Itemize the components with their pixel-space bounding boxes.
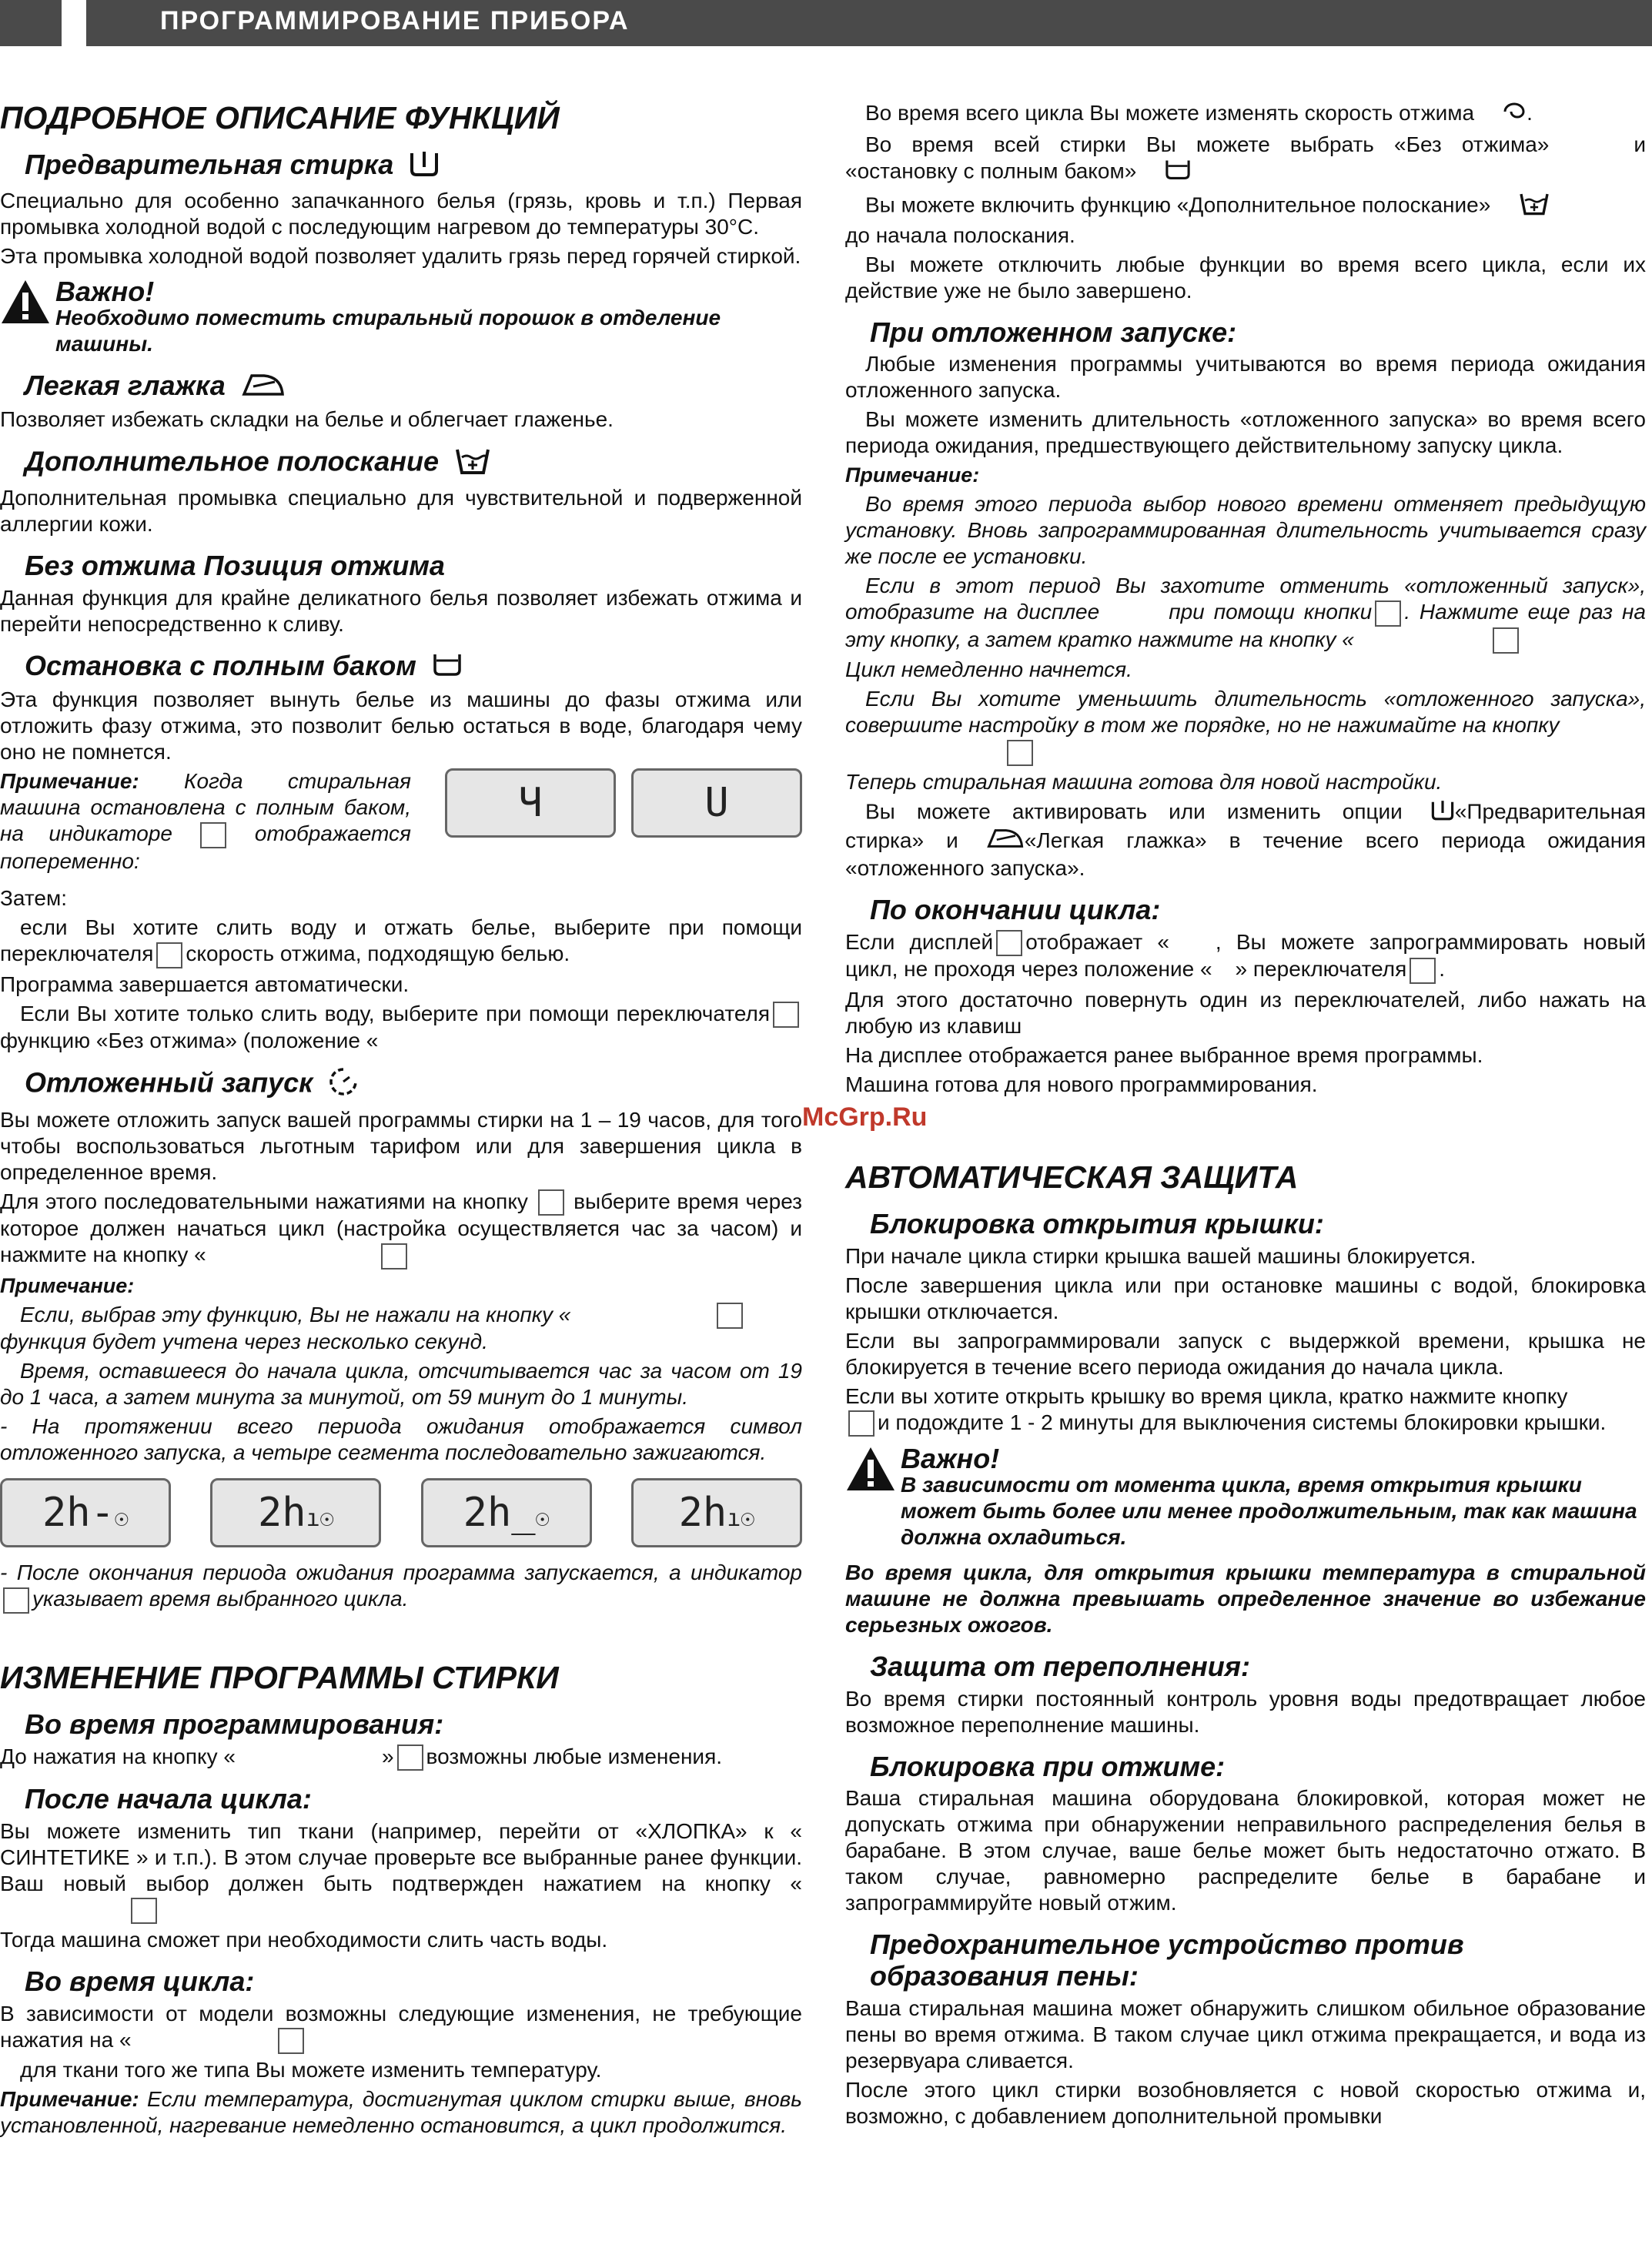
extra-rinse-icon: [1498, 190, 1550, 222]
during-cycle-text-1: В зависимости от модели возможны следующие изменения, не требующие нажатия на «: [0, 2001, 802, 2055]
selector-box: [773, 1002, 799, 1028]
delayed-note-5: Теперь стиральная машина готова для новой настройки.: [845, 769, 1443, 794]
lock-text-4: Если вы хотите открыть крышку во время цикла, кратко нажмите кнопку и подождите 1 - 2 минуты для выключения системы блокировки крышки.: [845, 1383, 1646, 1437]
delay-display-3: 2h_☉: [421, 1478, 592, 1547]
end-title: По окончании цикла:: [870, 894, 1161, 926]
spinlock-title: Блокировка при отжиме:: [870, 1750, 1226, 1782]
then-label: Затем:: [0, 886, 67, 911]
prewash-text-2: Эта промывка холодной водой позволяет удалить грязь перед горячей стиркой.: [0, 243, 801, 268]
spin-icon: [1482, 101, 1527, 129]
delay-note-3: - На протяжении всего периода ожидания отображается символ отложенного запуска, а четыре сегмента последовательно зажигаются.: [0, 1414, 802, 1465]
lock-title: Блокировка открытия крышки:: [870, 1208, 1324, 1240]
button-box: [1007, 740, 1033, 766]
button-box: [538, 1189, 564, 1216]
delayed-note-2: Если в этот период Вы захотите отменить «отложенный запуск», отобразите на дисплее при помощи кнопки . Нажмите еще раз на эту кнопку, а затем кратко нажмите на кнопку «: [845, 573, 1646, 654]
foam-text-2: После этого цикл стирки возобновляется с новой скоростью отжима и, возможно, с добавлением дополнительной промывки: [845, 2077, 1646, 2128]
rinse-hold-icon: [432, 651, 463, 684]
rinsehold-drain-spin: если Вы хотите слить воду и отжать белье, выберите при помощи переключателя скорость отжима, подходящую белью.: [0, 915, 802, 968]
extrarinse-text: Дополнительная промывка специально для чувствительной и подверженной аллергии кожи.: [0, 486, 802, 537]
change-nospin-text: Во время всей стирки Вы можете выбрать «Без отжима» и «остановку с полным баком»: [845, 132, 1646, 187]
change-extrarinse-text: Вы можете включить функцию «Дополнительное полоскание» до начала полоскания.: [845, 190, 1646, 249]
lock-text-1: При начале цикла стирки крышка вашей машины блокируется.: [845, 1243, 1476, 1268]
rinsehold-note: [0, 768, 802, 875]
easyiron-text: Позволяет избежать складки на белье и облегчает глаженье.: [0, 406, 614, 431]
change-spin-text: Во время всего цикла Вы можете изменять скорость отжима .: [845, 100, 1646, 129]
right-column: [845, 100, 1646, 2133]
delay-note-4: - После окончания периода ожидания программа запускается, а индикаторуказывает время выбранного цикла.: [0, 1560, 802, 1614]
extra-rinse-icon: [454, 445, 491, 482]
delayed-text-2: Вы можете изменить длительность «отложенного запуска» во время всего периода ожидания, предшествующего действительному запуску цикла.: [845, 407, 1646, 457]
delay-display-2: 2hı☉: [210, 1478, 381, 1547]
delayed-note-4: Если Вы хотите уменьшить длительность «отложенного запуска», совершите настройку в том же порядке, но не нажимайте на кнопку: [845, 686, 1646, 766]
page-title: ПРОГРАММИРОВАНИЕ ПРИБОРА: [160, 6, 630, 35]
delay-title: Отложенный запуск: [25, 1066, 802, 1103]
iron-icon: [966, 828, 1025, 855]
delay-display-4: 2hı☉: [631, 1478, 802, 1547]
indicator-box: [200, 822, 226, 848]
display-u1: Ч: [445, 768, 616, 838]
delayed-title: При отложенном запуске:: [870, 316, 1237, 348]
lock-text-3: Если вы запрограммировали запуск с выдержкой времени, крышка не блокируется в течение всего периода ожидания до начала цикла.: [845, 1328, 1646, 1379]
foam-title: Предохранительное устройство против образования пены:: [870, 1928, 1464, 1992]
warning-icon: [845, 1446, 901, 1496]
section-protect-title: АВТОМАТИЧЕСКАЯ ЗАЩИТА: [845, 1159, 1299, 1196]
watermark: McGrp.Ru: [802, 1102, 928, 1132]
button-box: [1375, 600, 1401, 627]
button-box: [131, 1898, 157, 1924]
button-box: [848, 1410, 874, 1437]
lock-text-2: После завершения цикла или при остановке машины с водой, блокировка крышки отключается.: [845, 1273, 1646, 1323]
button-box: [1493, 627, 1519, 654]
note-text: Когда стиральная машина остановлена с полным баком, на индикаторе: [0, 769, 411, 846]
rinsehold-text: Эта функция позволяет вынуть белье из машины до фазы отжима или отложить фазу отжима, это позволит белью остаться в воде, благодаря чему оно не помнется.: [0, 687, 802, 764]
button-box: [278, 2028, 304, 2054]
indicator-box: [3, 1587, 29, 1614]
foam-text-1: Ваша стиральная машина может обнаружить слишком обильное образование пены во время отжима. В таком случае цикл отжима прекращается, и вода из резервуара сливается.: [845, 1995, 1646, 2072]
button-box: [381, 1243, 407, 1269]
lock-warning: [845, 1443, 1646, 1550]
warning-icon: [0, 279, 55, 329]
warning-text: Необходимо поместить стиральный порошок в отделение машины.: [55, 305, 721, 356]
delay-display-row: [0, 1478, 802, 1547]
delayed-note-label: Примечание:: [845, 463, 980, 487]
after-start-text-2: Тогда машина сможет при необходимости слить часть воды.: [0, 1928, 608, 1952]
warning-text-2: Во время цикла, для открытия крышки температура в стиральной машине не должна превышать определенное значение во избежание серьезных ожогов.: [845, 1561, 1646, 1637]
rinsehold-drain-only: Если Вы хотите только слить воду, выберите при помощи переключателяфункцию «Без отжима» (положение «: [0, 1001, 802, 1055]
left-column: [0, 91, 802, 2142]
delay-note-label: Примечание:: [0, 1273, 135, 1297]
overflow-title: Защита от переполнения:: [870, 1651, 1250, 1683]
end-text-1: Если дисплей отображает « , Вы можете запрограммировать новый цикл, не проходя через положение « » переключателя .: [845, 929, 1646, 984]
during-cycle-note: Примечание: Если температура, достигнутая циклом стирки выше, вновь установленной, нагревание немедленно остановится, а цикл продолжится.: [0, 2087, 802, 2138]
delay-text-2: Для этого последовательными нажатиями на кнопку выберите время через которое должен начаться цикл (настройка осуществляется час за часом) и нажмите на кнопку «: [0, 1189, 802, 1269]
after-start-title: После начала цикла:: [25, 1783, 312, 1815]
rinse-hold-icon: [1144, 158, 1192, 187]
delay-note-2: Время, оставшееся до начала цикла, отсчитывается час за часом от 19 до 1 часа, а затем минута за минутой, от 59 минут до 1 минуты.: [0, 1359, 802, 1410]
button-box: [397, 1745, 423, 1771]
rinsehold-auto-end: Программа завершается автоматически.: [0, 972, 410, 996]
end-text-4: Машина готова для нового программирования.: [845, 1072, 1318, 1097]
prewash-icon: [409, 149, 440, 184]
display-box: [996, 930, 1022, 956]
rinsehold-title: Остановка с полным баком: [25, 650, 802, 684]
during-cycle-title: Во время цикла:: [25, 1965, 255, 1998]
delayed-text-1: Любые изменения программы учитываются во время периода ожидания отложенного запуска.: [845, 352, 1646, 402]
nospin-title: Без отжима Позиция отжима: [25, 550, 445, 582]
selector-box: [156, 942, 182, 968]
note-text-2: отображается попеременно:: [0, 821, 411, 874]
delay-note-1: Если, выбрав эту функцию, Вы не нажали на кнопку « функция будет учтена через несколько секунд.: [0, 1302, 802, 1356]
during-prog-text: До нажатия на кнопку « » возможны любые изменения.: [0, 1744, 802, 1771]
warning-title: Важно!: [901, 1443, 1000, 1475]
prewash-warning: [0, 275, 802, 357]
delayed-note-1: Во время этого периода выбор нового времени отменяет предыдущую установку. Вновь запрограммированная длительность учитывается сразу же после ее установки.: [845, 492, 1646, 568]
display-u2: U: [631, 768, 802, 838]
selector-box: [1410, 958, 1436, 984]
change-disable-text: Вы можете отключить любые функции во время всего цикла, если их действие уже не было завершено.: [845, 252, 1646, 303]
delay-text-1: Вы можете отложить запуск вашей программы стирки на 1 – 19 часов, для того чтобы воспользоваться льготным тарифом или для завершения цикла в определенное время.: [0, 1107, 802, 1184]
easyiron-title: Легкая глажка: [25, 370, 802, 403]
iron-icon: [241, 372, 286, 403]
section-functions-title: ПОДРОБНОЕ ОПИСАНИЕ ФУНКЦИЙ: [0, 100, 560, 135]
warning-title: Важно!: [55, 275, 155, 307]
overflow-text: Во время стирки постоянный контроль уровня воды предотвращает любое возможное переполнение машины.: [845, 1686, 1646, 1737]
extrarinse-title: Дополнительное полоскание: [25, 445, 802, 482]
header-marker: [0, 0, 62, 46]
during-cycle-text-2: для ткани того же типа Вы можете изменить температуру.: [20, 2058, 602, 2082]
during-prog-title: Во время программирования:: [25, 1708, 444, 1741]
prewash-icon: [1410, 798, 1455, 828]
delay-display-1: 2h-☉: [0, 1478, 171, 1547]
button-box: [717, 1303, 743, 1329]
section-change-title: ИЗМЕНЕНИЕ ПРОГРАММЫ СТИРКИ: [0, 1660, 559, 1696]
nospin-text: Данная функция для крайне деликатного белья позволяет избежать отжима и перейти непосредственно к сливу.: [0, 585, 802, 636]
warning-text-1: В зависимости от момента цикла, время открытия крышки может быть более или менее продолжительным, так как машина должна охладиться.: [901, 1473, 1637, 1550]
prewash-title: Предварительная стирка: [25, 149, 802, 185]
delayed-options-text: Вы можете активировать или изменить опции «Предварительная стирка» и «Легкая глажка» в течение всего периода ожидания «отложенного запуска».: [845, 799, 1646, 881]
after-start-text-1: Вы можете изменить тип ткани (например, перейти от «ХЛОПКА» к « СИНТЕТИКЕ » и т.п.). В этом случае проверьте все выбранные ранее функции. Ваш новый выбор должен быть подтвержден нажатием на кнопку «: [0, 1818, 802, 1925]
prewash-text-1: Специально для особенно запачканного белья (грязь, кровь и т.п.) Первая промывка холодной водой с последующим нагревом до температуры 30°С.: [0, 188, 802, 239]
spinlock-text: Ваша стиральная машина оборудована блокировкой, которая может не допускать отжима при обнаружении неправильного распределения белья в барабане. В этом случае, ваше белье может быть недостаточно отжато. В таком случае, равномерно распределите белье в барабане и запрограммируйте новый отжим.: [845, 1785, 1646, 1915]
page-header: [0, 0, 1652, 46]
end-text-2: Для этого достаточно повернуть один из переключателей, либо нажать на любую из клавиш: [845, 988, 1646, 1039]
end-text-3: На дисплее отображается ранее выбранное время программы.: [845, 1043, 1483, 1068]
delayed-note-3: Цикл немедленно начнется.: [845, 657, 1132, 682]
note-label: Примечание:: [0, 769, 139, 794]
delay-start-icon: [328, 1066, 359, 1103]
